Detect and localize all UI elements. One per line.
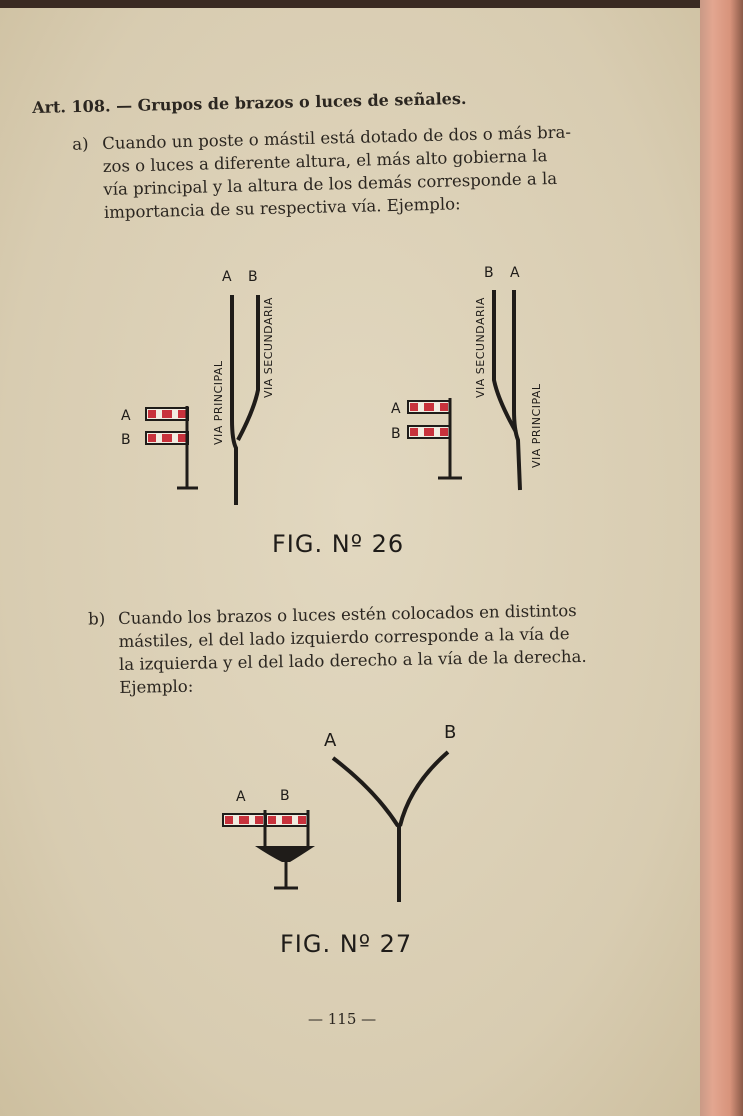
fig26-left-diagram [121,269,275,505]
arm-label-b: B [391,426,401,442]
arm-label-a: A [391,401,401,417]
secondary-track-label: VIA SECUNDARIA [262,297,275,398]
text-line: la izquierda y el del lado derecho a la vía de la derecha. [118,646,587,674]
signal-bracket [255,846,315,862]
arm-label-a: A [236,789,246,805]
signal-arm-b [408,426,450,438]
arm-label-b: B [280,788,290,804]
secondary-track-line [238,295,258,440]
fig27-caption: FIG. Nº 27 [280,930,413,958]
signal-arm-a [223,814,265,826]
text-line: vía principal y la altura de los demás corresponde a la [103,168,558,199]
text-line: importancia de su respectiva vía. Ejemplo: [103,194,461,222]
text-line: Cuando los brazos o luces estén colocados en distintos [118,600,577,628]
left-track-line [333,758,398,826]
fig27-diagram [223,722,456,902]
text-line: mástiles, el del lado izquierdo corresponde a la vía de [118,624,570,651]
track-label-b: B [248,269,258,285]
main-track-line [232,295,236,505]
secondary-track-label: VIA SECUNDARIA [474,297,487,398]
track-label-a: A [324,730,337,751]
signal-arm-a [408,401,450,413]
paragraph-marker: b) [88,609,106,629]
right-track-line [400,752,448,826]
signal-arm-a [146,408,188,420]
signal-arm-b [146,432,188,444]
track-label-a: A [510,265,520,281]
arm-label-b: B [121,432,131,448]
track-label-b: B [484,265,494,281]
fig26-caption: FIG. Nº 26 [272,530,405,558]
paragraph-marker: a) [72,134,89,154]
arm-label-a: A [121,408,131,424]
main-track-line [514,290,520,490]
main-track-label: VIA PRINCIPAL [530,383,543,468]
article-heading: Art. 108. — Grupos de brazos o luces de señales. [32,88,467,117]
track-label-a: A [222,269,232,285]
fig26-right-diagram [391,265,543,490]
text-line: zos o luces a diferente altura, el más alto gobierna la [102,146,548,176]
text-line: Cuando un poste o mástil está dotado de dos o más bra- [102,122,572,153]
main-track-label: VIA PRINCIPAL [212,360,225,445]
page-number: — 115 — [308,1010,377,1028]
text-line: Ejemplo: [119,676,194,697]
track-label-b: B [444,722,457,743]
signal-arm-b [266,814,308,826]
paragraph-b [88,599,587,699]
